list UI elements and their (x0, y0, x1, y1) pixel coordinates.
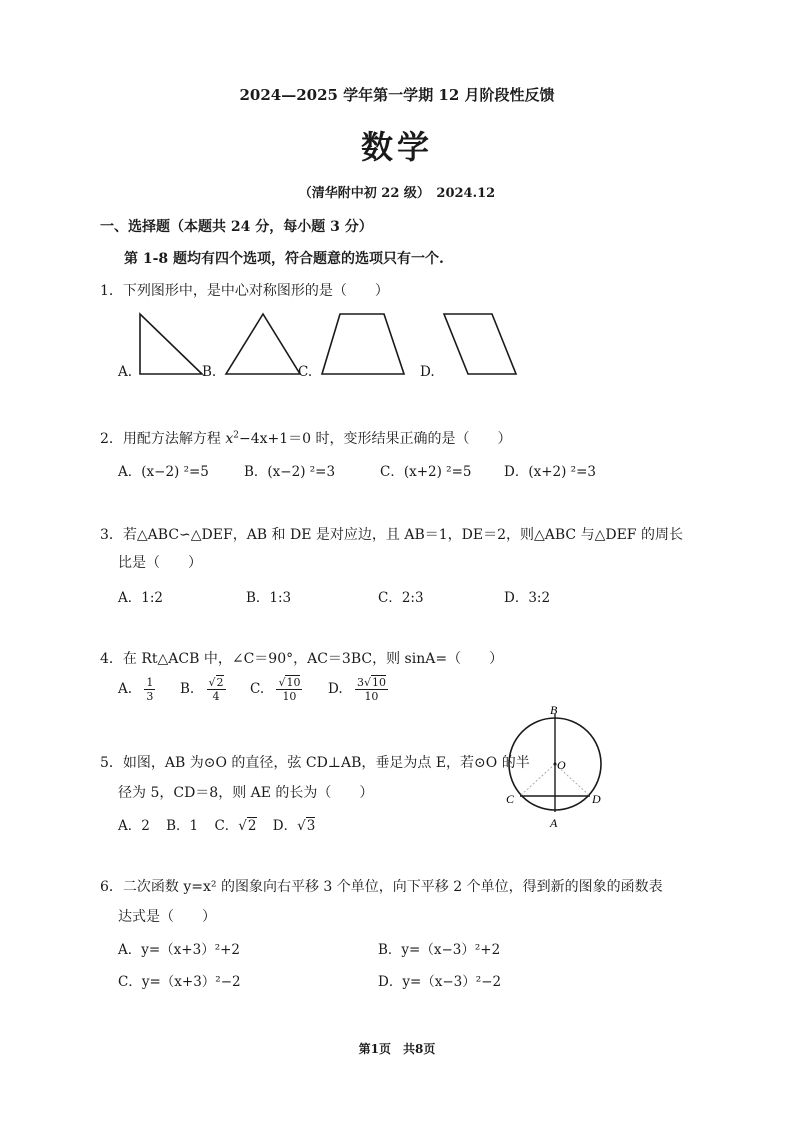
equilateral-triangle-shape (226, 314, 300, 374)
q4-option-a (118, 676, 155, 703)
parallelogram-shape (444, 314, 516, 374)
q2-option-d: D．(x+2) ²=3 (504, 464, 596, 480)
q4-option-a-label: A. (118, 681, 133, 697)
section-title: 一、选择题（本题共 24 分，每小题 3 分） (100, 219, 373, 235)
q5-stem-line1: 5．如图，AB 为⊙O 的直径，弦 CD⊥AB，垂足为点 E，若⊙O 的半 (100, 755, 530, 771)
q4-stem: 4．在 Rt△ACB 中，∠C＝90°，AC＝3BC，则 sinA=（ ） (100, 651, 504, 667)
q4-option-c-fraction (276, 676, 302, 703)
label-o: O (557, 758, 566, 772)
radicand: 2 (216, 676, 224, 689)
radicand: 2 (247, 818, 257, 834)
q4-option-d (328, 676, 388, 703)
q4-option-b-label: B. (180, 681, 195, 697)
q4-option-a-fraction (144, 676, 155, 703)
q6-option-b: B．y=（x−3）²+2 (378, 942, 501, 958)
q2-option-a: A．(x−2) ²=5 (118, 464, 209, 480)
q4-option-c-label: C. (250, 681, 265, 697)
q3-stem-line1: 3．若△ABC∽△DEF，AB 和 DE 是对应边，且 AB＝1，DE＝2，则△ABC 与△DEF 的周长 (100, 527, 683, 543)
q5-circle-figure (496, 700, 636, 830)
q1-option-c-label: C. (298, 364, 313, 380)
q3-option-c: C．2:3 (378, 590, 424, 606)
fraction-numerator: 3√10 (356, 676, 386, 689)
q3-option-b: B．1:3 (246, 590, 292, 606)
q5-stem-line2: 径为 5，CD＝8，则 AE 的长为（ ） (118, 785, 374, 801)
radicand: 10 (286, 676, 301, 689)
section-instruction: 第 1-8 题均有四个选项，符合题意的选项只有一个. (124, 251, 444, 267)
q5-option-d-label: D． (272, 818, 298, 834)
q3-stem-line2: 比是（ ） (118, 555, 202, 571)
q2-stem: 2．用配方法解方程 $x^2-4x+1=0$ 时，变形结果正确的是（ ） (100, 430, 512, 447)
q5-option-d: D．√3 (272, 818, 316, 834)
q2-option-b: B．(x−2) ²=3 (244, 464, 336, 480)
page-footer: 第1页 共8页 (358, 1042, 436, 1056)
right-triangle-shape (140, 314, 202, 374)
q1-shapes (0, 310, 794, 370)
fraction-denominator: 4 (212, 690, 220, 703)
q1-option-d-label: D. (420, 364, 435, 380)
fraction-numerator: √2 (208, 676, 224, 689)
q4-option-b (180, 676, 226, 703)
q4-option-c (250, 676, 302, 703)
q3-option-a: A．1:2 (118, 590, 163, 606)
q1-option-b-label: B. (202, 364, 217, 380)
q2-option-c: C．(x+2) ²=5 (380, 464, 472, 480)
q4-option-d-fraction (355, 676, 388, 703)
q6-option-a: A．y=（x+3）²+2 (118, 942, 241, 958)
q2-stem-post: −4x+1＝0 时，变形结果正确的是（ ） (239, 431, 512, 447)
q6-stem-line2: 达式是（ ） (118, 909, 216, 925)
fraction-denominator: 10 (282, 690, 297, 703)
fraction-denominator: 10 (364, 690, 379, 703)
radicand: 3 (306, 818, 316, 834)
q3-option-d: D．3:2 (504, 590, 551, 606)
q5-option-b: B．1 (166, 818, 199, 834)
q5-option-c-label: C． (214, 818, 239, 834)
q6-option-d: D．y=（x−3）²−2 (378, 974, 502, 990)
label-c: C (506, 792, 515, 806)
trapezoid-shape (322, 314, 404, 374)
q5-options (118, 814, 315, 834)
fraction-numerator: √10 (278, 676, 301, 689)
q1-stem: 1．下列图形中，是中心对称图形的是（ ） (100, 283, 389, 299)
q5-option-c: C．√2 (214, 818, 257, 834)
page-title: 数学 (360, 128, 433, 166)
radicand: 10 (371, 676, 386, 689)
q6-stem-line1: 6．二次函数 y=x² 的图象向右平移 3 个单位，向下平移 2 个单位，得到新的图象的函数表 (100, 879, 663, 895)
coefficient: 3 (356, 676, 364, 689)
q4-option-d-label: D. (328, 681, 343, 697)
label-a: A (550, 816, 558, 830)
fraction-denominator: 3 (146, 690, 154, 703)
label-d: D (592, 792, 601, 806)
exam-subtitle: （清华附中初 22 级） 2024.12 (298, 186, 496, 201)
q1-option-a-label: A. (118, 364, 133, 380)
q2-stem-pre: 2．用配方法解方程 (100, 431, 226, 447)
radius-oc (520, 764, 555, 796)
fraction-numerator: 1 (146, 676, 154, 689)
label-b: B (550, 703, 558, 717)
q6-option-c: C．y=（x+3）²−2 (118, 974, 241, 990)
q2-equation-var: x (225, 431, 234, 447)
q4-option-b-fraction (207, 676, 226, 703)
q5-option-a: A．2 (118, 818, 150, 834)
exam-header: 2024—2025 学年第一学期 12 月阶段性反馈 (239, 86, 555, 104)
